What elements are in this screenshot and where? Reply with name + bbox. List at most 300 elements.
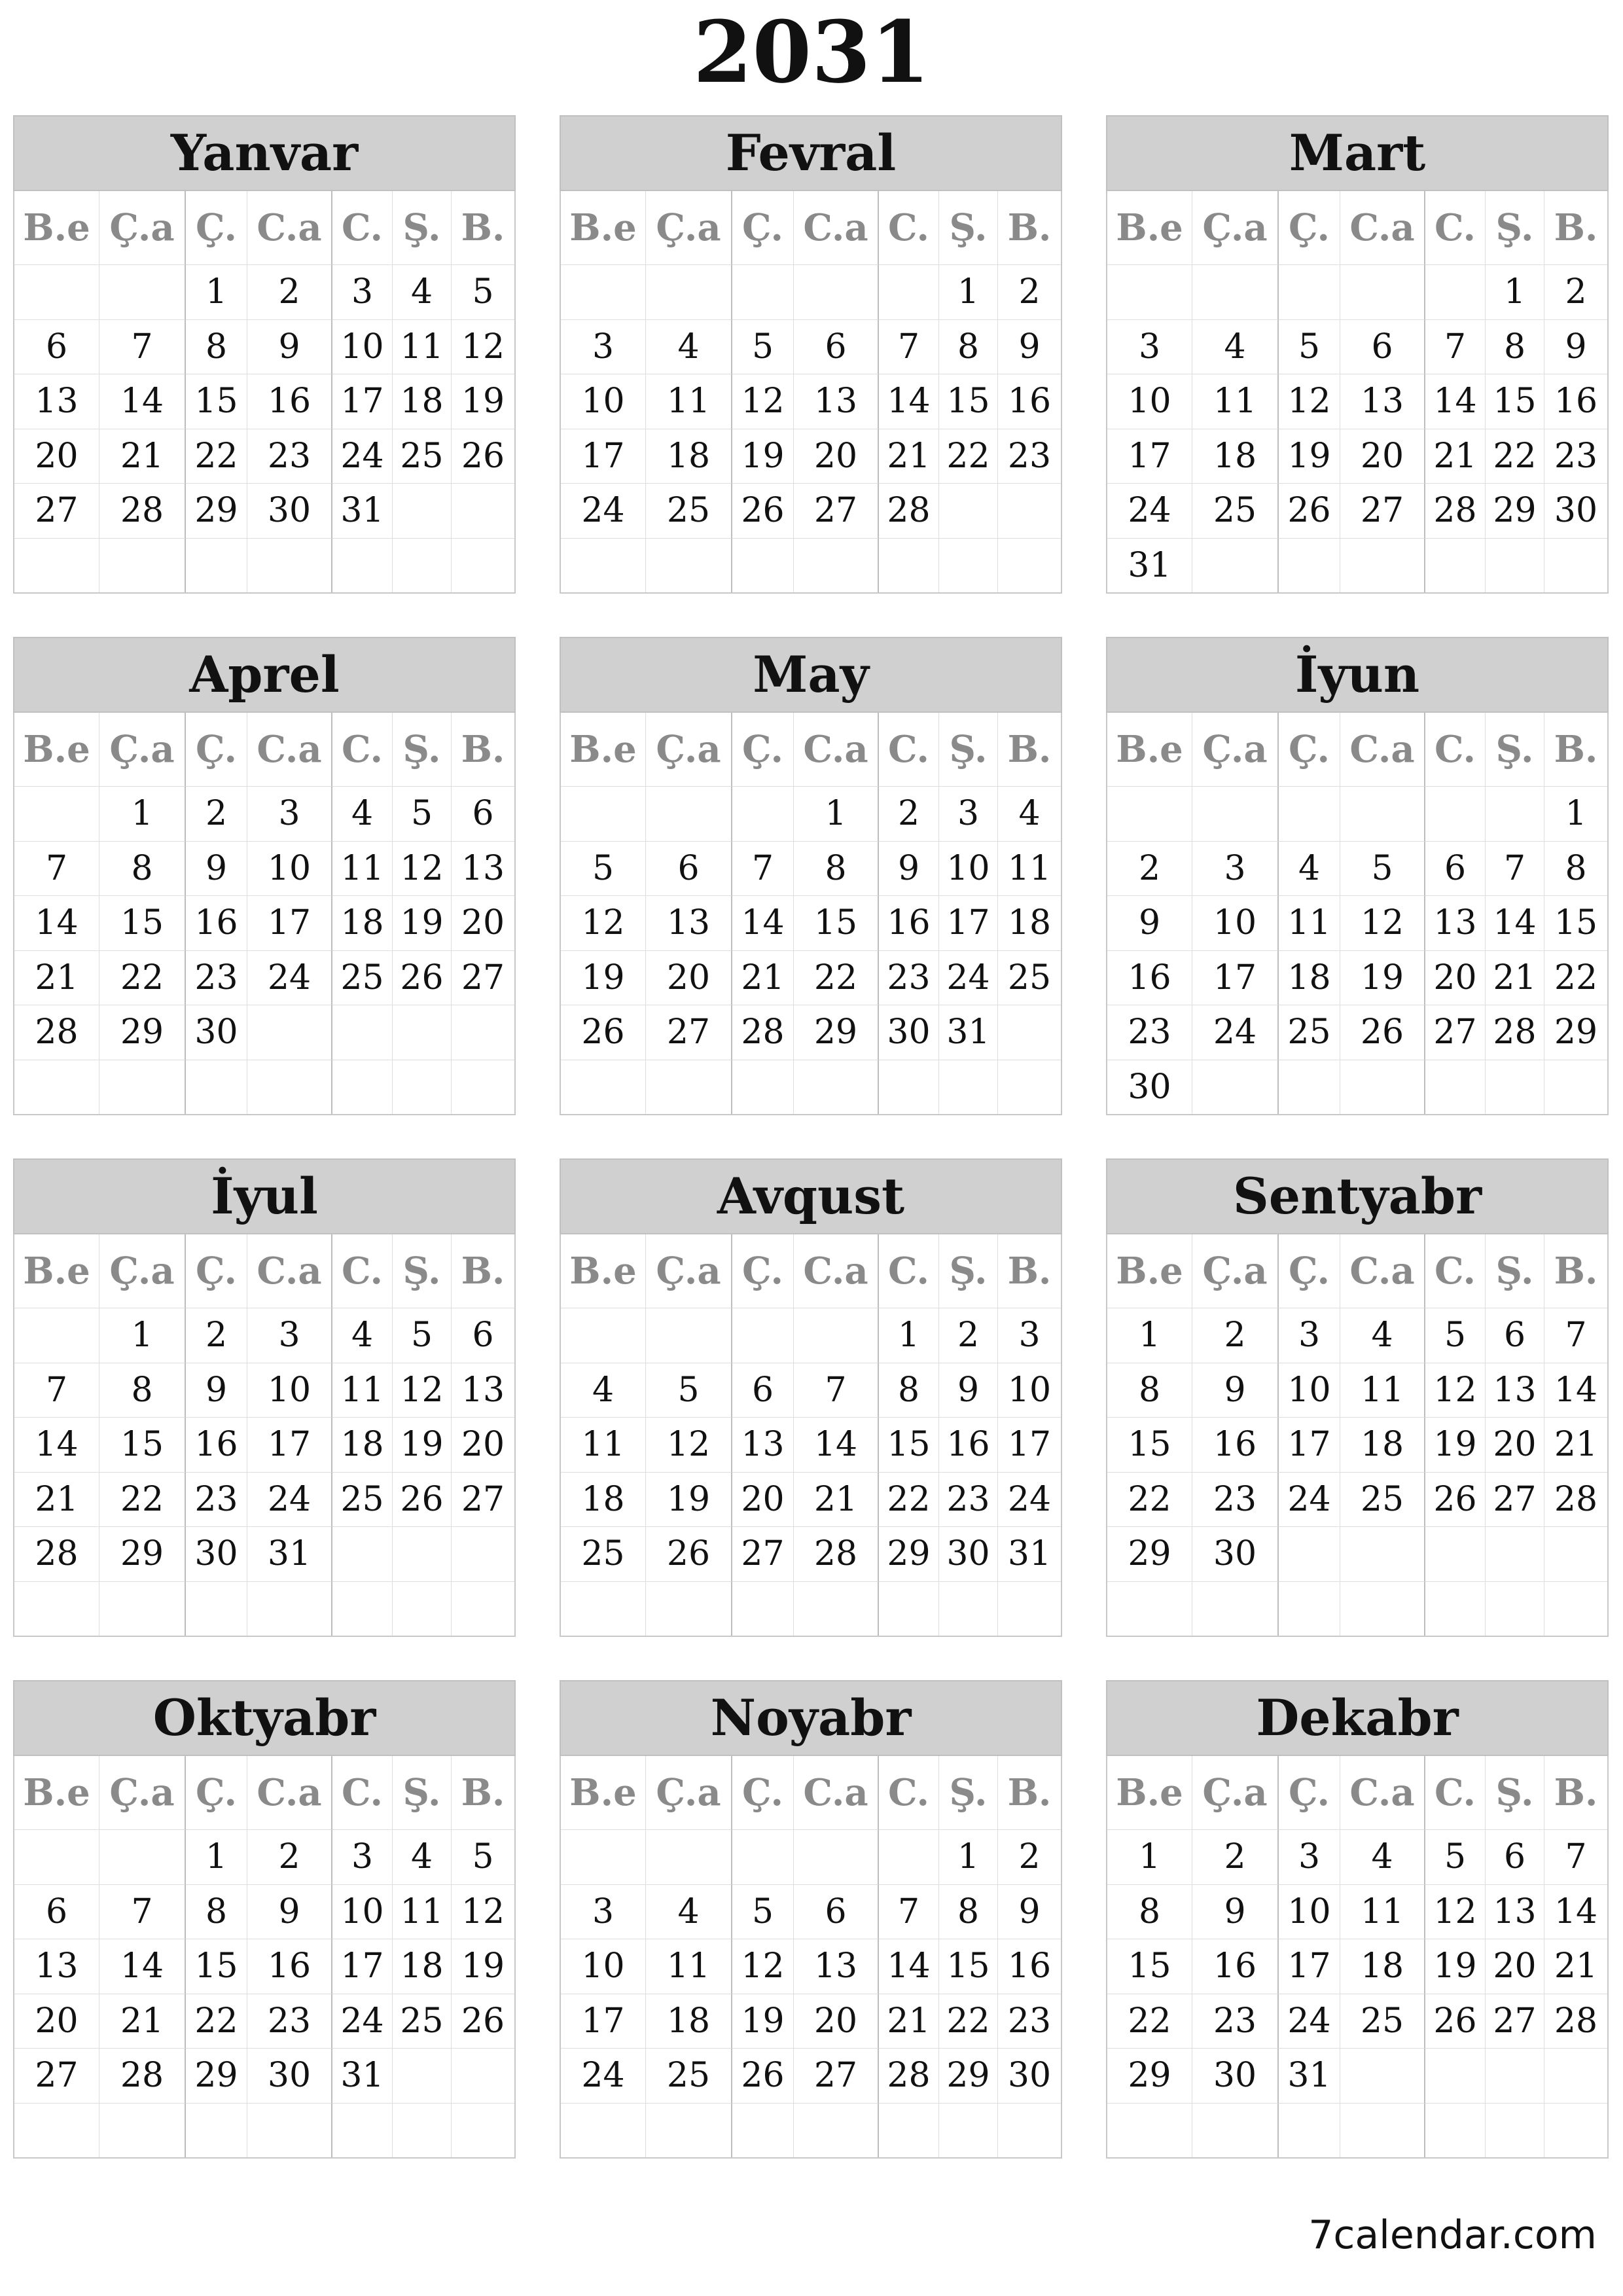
day-cell: 14 [732, 895, 794, 950]
day-cell [99, 264, 186, 319]
day-cell: 26 [1279, 483, 1340, 538]
weekday-label: Ç.a [99, 713, 186, 786]
day-cell [14, 1060, 99, 1115]
day-cell: 26 [393, 1472, 452, 1527]
day-cell [1279, 786, 1340, 841]
week-row [14, 2048, 514, 2103]
day-cell: 28 [99, 483, 186, 538]
day-cell: 18 [1340, 1417, 1425, 1472]
month-name: Mart [1106, 115, 1609, 191]
day-cell: 17 [1279, 1939, 1340, 1994]
week-row [561, 1417, 1061, 1472]
day-cell: 8 [794, 841, 879, 896]
day-cell: 22 [1107, 1472, 1192, 1527]
day-cell: 21 [879, 429, 939, 484]
day-cell [99, 2103, 186, 2158]
day-cell: 27 [732, 1526, 794, 1581]
weekday-label: Ç. [732, 1756, 794, 1829]
day-cell: 9 [998, 1884, 1061, 1939]
day-cell: 30 [247, 483, 332, 538]
weekday-label: B. [461, 206, 505, 249]
day-cell: 6 [1486, 1829, 1544, 1884]
day-cell: 2 [879, 786, 939, 841]
day-cell: 28 [1486, 1005, 1544, 1060]
week-row [14, 786, 514, 841]
weekday-label: C.a [1340, 1234, 1425, 1308]
day-cell: 19 [393, 1417, 452, 1472]
day-cell: 15 [99, 1417, 186, 1472]
weekday-label: Ç. [1279, 713, 1340, 786]
weekday-label: B.e [14, 1756, 99, 1829]
day-cell: 1 [939, 1829, 998, 1884]
day-cell: 25 [1340, 1472, 1425, 1527]
day-cell: 22 [939, 1994, 998, 2049]
day-cell: 9 [998, 319, 1061, 374]
day-cell: 30 [1107, 1060, 1192, 1115]
day-cell [561, 1060, 646, 1115]
day-cell: 28 [1425, 483, 1486, 538]
day-cell [561, 1581, 646, 1636]
day-cell [794, 2103, 879, 2158]
day-cell: 27 [452, 950, 514, 1005]
day-cell [1425, 2048, 1486, 2103]
day-cell: 16 [247, 1939, 332, 1994]
week-row [1107, 1005, 1607, 1060]
day-cell: 1 [1486, 264, 1544, 319]
day-cell [646, 1060, 732, 1115]
day-cell [561, 538, 646, 593]
weekday-label: C. [879, 1234, 939, 1308]
day-cell: 13 [452, 1363, 514, 1418]
day-cell: 12 [732, 374, 794, 429]
day-cell: 5 [1425, 1308, 1486, 1363]
day-cell: 26 [393, 950, 452, 1005]
month-8 [560, 1158, 1062, 1636]
day-cell: 22 [794, 950, 879, 1005]
day-cell [1279, 264, 1340, 319]
weekday-label: C.a [1340, 713, 1425, 786]
day-cell: 13 [14, 374, 99, 429]
week-row [561, 1884, 1061, 1939]
day-cell: 9 [939, 1363, 998, 1418]
day-cell: 1 [1544, 786, 1607, 841]
day-cell: 11 [393, 1884, 452, 1939]
day-cell: 26 [561, 1005, 646, 1060]
day-cell: 20 [452, 895, 514, 950]
day-cell: 29 [1486, 483, 1544, 538]
day-cell: 31 [1107, 538, 1192, 593]
day-cell: 22 [1544, 950, 1607, 1005]
day-cell [452, 538, 514, 593]
day-cell: 10 [1279, 1363, 1340, 1418]
day-cell: 30 [186, 1005, 247, 1060]
day-cell [452, 1581, 514, 1636]
day-cell: 12 [732, 1939, 794, 1994]
day-cell: 10 [247, 1363, 332, 1418]
month-6 [1106, 637, 1609, 1115]
weekday-label: C.a [247, 1756, 332, 1829]
weekday-label: C. [332, 191, 393, 264]
day-cell: 27 [14, 483, 99, 538]
day-cell: 27 [452, 1472, 514, 1527]
month-10 [13, 1680, 516, 2158]
weekday-label: B. [461, 1771, 505, 1814]
day-cell: 18 [998, 895, 1061, 950]
month-table [560, 191, 1062, 594]
day-cell: 26 [732, 483, 794, 538]
day-cell [1279, 538, 1340, 593]
day-cell: 8 [1107, 1363, 1192, 1418]
day-cell: 24 [332, 1994, 393, 2049]
day-cell: 26 [1425, 1472, 1486, 1527]
day-cell: 6 [1425, 841, 1486, 896]
day-cell [14, 1308, 99, 1363]
day-cell [1340, 2103, 1425, 2158]
week-row [561, 1308, 1061, 1363]
weekday-header-row [1107, 191, 1607, 264]
day-cell [998, 2103, 1061, 2158]
day-cell [186, 1060, 247, 1115]
day-cell [1486, 2048, 1544, 2103]
day-cell: 7 [879, 319, 939, 374]
day-cell: 25 [393, 1994, 452, 2049]
day-cell: 21 [732, 950, 794, 1005]
weekday-label: Ş. [1486, 1756, 1544, 1829]
week-row [1107, 786, 1607, 841]
day-cell [14, 2103, 99, 2158]
day-cell [732, 1060, 794, 1115]
day-cell [14, 1581, 99, 1636]
day-cell: 28 [1544, 1994, 1607, 2049]
day-cell: 25 [1340, 1994, 1425, 2049]
day-cell: 19 [452, 1939, 514, 1994]
day-cell [732, 2103, 794, 2158]
day-cell: 27 [794, 483, 879, 538]
weekday-label: B.e [1107, 1234, 1192, 1308]
week-row [1107, 1472, 1607, 1527]
day-cell: 2 [247, 264, 332, 319]
day-cell: 19 [452, 374, 514, 429]
month-3 [1106, 115, 1609, 593]
day-cell [247, 2103, 332, 2158]
day-cell: 23 [1192, 1472, 1279, 1527]
day-cell: 28 [14, 1526, 99, 1581]
week-row [561, 2048, 1061, 2103]
day-cell: 2 [998, 264, 1061, 319]
week-row [14, 1363, 514, 1418]
day-cell: 21 [1486, 950, 1544, 1005]
day-cell: 24 [247, 950, 332, 1005]
day-cell [1544, 1060, 1607, 1115]
week-row [1107, 1308, 1607, 1363]
weekday-header-row [1107, 1756, 1607, 1829]
day-cell [646, 1829, 732, 1884]
week-row [1107, 1829, 1607, 1884]
week-row [561, 895, 1061, 950]
day-cell [998, 483, 1061, 538]
weekday-header-row [1107, 1234, 1607, 1308]
day-cell: 12 [393, 841, 452, 896]
day-cell: 23 [247, 429, 332, 484]
day-cell: 20 [646, 950, 732, 1005]
day-cell: 8 [99, 1363, 186, 1418]
weekday-label: Ç.a [1192, 1756, 1279, 1829]
day-cell: 1 [186, 1829, 247, 1884]
day-cell: 17 [247, 895, 332, 950]
day-cell: 5 [561, 841, 646, 896]
weekday-label: Ç.a [99, 1756, 186, 1829]
day-cell: 28 [1544, 1472, 1607, 1527]
day-cell: 15 [186, 374, 247, 429]
day-cell: 8 [1544, 841, 1607, 896]
day-cell: 6 [732, 1363, 794, 1418]
day-cell: 5 [452, 264, 514, 319]
weekday-label: Ş. [939, 1234, 998, 1308]
day-cell: 17 [998, 1417, 1061, 1472]
day-cell [332, 1060, 393, 1115]
week-row [14, 950, 514, 1005]
day-cell: 18 [646, 1994, 732, 2049]
weekday-label: Ş. [1486, 191, 1544, 264]
weekday-label: Ç. [186, 1756, 247, 1829]
day-cell [186, 2103, 247, 2158]
day-cell: 4 [646, 319, 732, 374]
week-row [561, 264, 1061, 319]
day-cell: 19 [393, 895, 452, 950]
day-cell: 15 [1107, 1939, 1192, 1994]
week-row [561, 538, 1061, 593]
month-table [560, 1756, 1062, 2159]
week-row [561, 1581, 1061, 1636]
week-row [14, 1472, 514, 1527]
day-cell: 29 [879, 1526, 939, 1581]
day-cell: 28 [794, 1526, 879, 1581]
day-cell: 4 [1340, 1829, 1425, 1884]
day-cell: 10 [247, 841, 332, 896]
day-cell: 30 [186, 1526, 247, 1581]
weekday-label: C. [879, 1756, 939, 1829]
day-cell: 22 [1107, 1994, 1192, 2049]
month-table [560, 713, 1062, 1115]
day-cell [332, 1526, 393, 1581]
day-cell: 24 [1107, 483, 1192, 538]
day-cell [561, 786, 646, 841]
day-cell: 7 [1544, 1829, 1607, 1884]
day-cell: 5 [1279, 319, 1340, 374]
day-cell: 11 [998, 841, 1061, 896]
day-cell: 19 [646, 1472, 732, 1527]
day-cell [1486, 786, 1544, 841]
weekday-header-row [561, 1756, 1061, 1829]
day-cell: 1 [1107, 1308, 1192, 1363]
weekday-label: B. [1554, 728, 1598, 771]
day-cell: 11 [1340, 1884, 1425, 1939]
day-cell: 6 [646, 841, 732, 896]
day-cell: 3 [998, 1308, 1061, 1363]
day-cell: 6 [452, 1308, 514, 1363]
day-cell: 5 [393, 1308, 452, 1363]
day-cell: 16 [998, 374, 1061, 429]
week-row [14, 841, 514, 896]
day-cell: 5 [452, 1829, 514, 1884]
day-cell: 7 [879, 1884, 939, 1939]
day-cell: 15 [99, 895, 186, 950]
day-cell: 31 [1279, 2048, 1340, 2103]
day-cell [1192, 538, 1279, 593]
day-cell: 23 [1107, 1005, 1192, 1060]
weekday-label: B. [1554, 206, 1598, 249]
week-row [1107, 1884, 1607, 1939]
week-row [1107, 1994, 1607, 2049]
weekday-label: C. [1425, 1756, 1486, 1829]
day-cell: 2 [939, 1308, 998, 1363]
day-cell: 2 [1192, 1829, 1279, 1884]
month-table [1106, 191, 1609, 594]
day-cell: 2 [998, 1829, 1061, 1884]
month-table [560, 1234, 1062, 1637]
day-cell: 11 [646, 374, 732, 429]
day-cell [1340, 1526, 1425, 1581]
day-cell: 20 [1340, 429, 1425, 484]
day-cell: 11 [1279, 895, 1340, 950]
day-cell: 14 [14, 1417, 99, 1472]
weekday-label: C.a [247, 1234, 332, 1308]
day-cell: 4 [1279, 841, 1340, 896]
day-cell: 18 [1279, 950, 1340, 1005]
week-row [561, 429, 1061, 484]
day-cell: 5 [1425, 1829, 1486, 1884]
week-row [561, 374, 1061, 429]
day-cell: 7 [1544, 1308, 1607, 1363]
day-cell [794, 1581, 879, 1636]
day-cell: 9 [1192, 1363, 1279, 1418]
week-row [561, 2103, 1061, 2158]
weekday-label: B.e [561, 1756, 646, 1829]
day-cell: 14 [1544, 1363, 1607, 1418]
day-cell: 8 [879, 1363, 939, 1418]
day-cell: 10 [561, 374, 646, 429]
day-cell: 4 [393, 1829, 452, 1884]
day-cell: 20 [1486, 1417, 1544, 1472]
weekday-label: Ş. [939, 1756, 998, 1829]
month-name: İyul [13, 1158, 516, 1234]
day-cell [794, 1060, 879, 1115]
day-cell [732, 538, 794, 593]
day-cell: 12 [1425, 1884, 1486, 1939]
day-cell: 21 [879, 1994, 939, 2049]
day-cell: 10 [332, 319, 393, 374]
day-cell: 18 [1192, 429, 1279, 484]
day-cell: 8 [1486, 319, 1544, 374]
day-cell [99, 1060, 186, 1115]
day-cell [1107, 786, 1192, 841]
day-cell: 25 [646, 2048, 732, 2103]
week-row [561, 1060, 1061, 1115]
weekday-label: Ç. [732, 191, 794, 264]
day-cell: 23 [186, 950, 247, 1005]
month-table [13, 191, 516, 594]
day-cell: 6 [794, 1884, 879, 1939]
day-cell: 15 [1486, 374, 1544, 429]
weekday-label: Ç.a [99, 191, 186, 264]
day-cell [1425, 1581, 1486, 1636]
week-row [14, 1994, 514, 2049]
weekday-label: B.e [14, 713, 99, 786]
week-row [561, 950, 1061, 1005]
weekday-label: C. [1425, 191, 1486, 264]
week-row [1107, 1417, 1607, 1472]
day-cell [1486, 1060, 1544, 1115]
month-7 [13, 1158, 516, 1636]
day-cell [393, 483, 452, 538]
week-row [561, 1472, 1061, 1527]
day-cell: 22 [939, 429, 998, 484]
weekday-label: B.e [1107, 713, 1192, 786]
day-cell [1192, 786, 1279, 841]
week-row [561, 319, 1061, 374]
day-cell: 1 [99, 786, 186, 841]
day-cell: 24 [561, 2048, 646, 2103]
day-cell: 28 [732, 1005, 794, 1060]
day-cell [393, 1005, 452, 1060]
day-cell [732, 1581, 794, 1636]
day-cell: 9 [186, 1363, 247, 1418]
weekday-label: Ş. [939, 191, 998, 264]
weekday-label: Ç. [186, 191, 247, 264]
day-cell [452, 2103, 514, 2158]
day-cell: 31 [332, 2048, 393, 2103]
day-cell: 20 [452, 1417, 514, 1472]
day-cell [186, 1581, 247, 1636]
year-title: 2031 [693, 2, 930, 102]
day-cell [1192, 1581, 1279, 1636]
month-name: Oktyabr [13, 1680, 516, 1756]
day-cell: 26 [732, 2048, 794, 2103]
week-row [561, 1939, 1061, 1994]
day-cell: 27 [1340, 483, 1425, 538]
day-cell [14, 538, 99, 593]
day-cell [393, 1060, 452, 1115]
month-name: Dekabr [1106, 1680, 1609, 1756]
day-cell: 2 [1192, 1308, 1279, 1363]
day-cell: 21 [1425, 429, 1486, 484]
week-row [1107, 374, 1607, 429]
day-cell: 24 [939, 950, 998, 1005]
day-cell: 19 [1340, 950, 1425, 1005]
month-table [1106, 1234, 1609, 1637]
day-cell [794, 1308, 879, 1363]
day-cell: 2 [247, 1829, 332, 1884]
weekday-label: C.a [247, 713, 332, 786]
day-cell: 13 [794, 374, 879, 429]
day-cell [1425, 786, 1486, 841]
month-name: Yanvar [13, 115, 516, 191]
day-cell: 9 [1544, 319, 1607, 374]
day-cell: 25 [561, 1526, 646, 1581]
day-cell: 31 [332, 483, 393, 538]
day-cell: 21 [14, 950, 99, 1005]
day-cell: 15 [794, 895, 879, 950]
weekday-label: C.a [794, 1756, 879, 1829]
week-row [561, 1363, 1061, 1418]
day-cell: 28 [99, 2048, 186, 2103]
week-row [1107, 2048, 1607, 2103]
day-cell: 29 [99, 1005, 186, 1060]
day-cell: 11 [1340, 1363, 1425, 1418]
month-11 [560, 1680, 1062, 2158]
week-row [1107, 538, 1607, 593]
day-cell [14, 786, 99, 841]
